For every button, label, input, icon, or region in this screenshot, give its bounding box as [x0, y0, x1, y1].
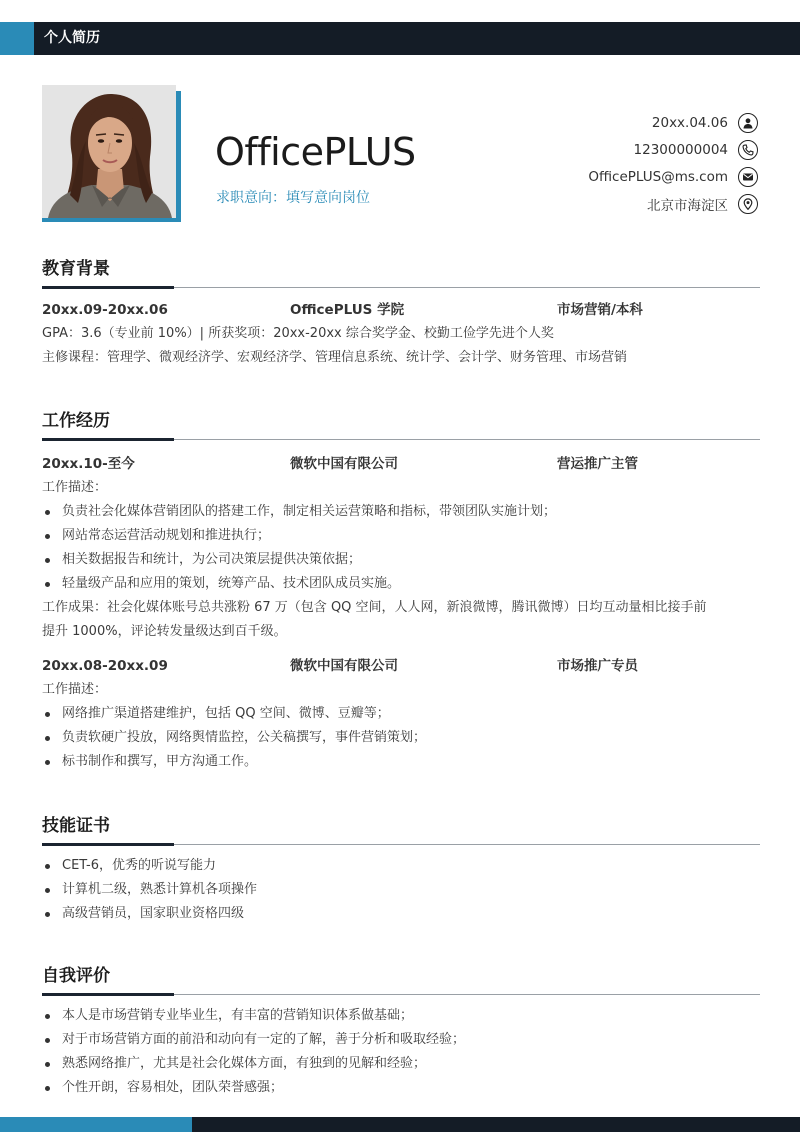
- list-item: 计算机二级，熟悉计算机各项操作: [42, 878, 760, 902]
- list-item: 对于市场营销方面的前沿和动向有一定的了解，善于分析和吸取经验；: [42, 1028, 760, 1052]
- job-duties: [42, 702, 760, 774]
- contact-phone-row: [458, 136, 758, 163]
- skills-title: 技能证书: [42, 816, 110, 836]
- location-pin-icon: [738, 194, 758, 214]
- list-item: 熟悉网络推广，尤其是社会化媒体方面，有独到的见解和经验；: [42, 1052, 760, 1076]
- job-position: 营运推广主管: [557, 456, 638, 472]
- job-entry: [42, 654, 760, 774]
- list-item: 个性开朗，容易相处，团队荣誉感强；: [42, 1076, 760, 1100]
- self-evaluation-title: 自我评价: [42, 966, 110, 986]
- job-desc-label: 工作描述：: [42, 682, 108, 697]
- profile-photo: [42, 85, 176, 218]
- phone-icon: [738, 140, 758, 160]
- section-divider: [42, 286, 760, 289]
- user-icon: [738, 113, 758, 133]
- contact-info: [458, 109, 758, 217]
- job-header: [42, 452, 760, 476]
- section-divider: [42, 438, 760, 441]
- job-desc-label: 工作描述：: [42, 480, 108, 495]
- bottom-footer-bar: [0, 1117, 800, 1132]
- job-period: 20xx.08-20xx.09: [42, 658, 168, 674]
- list-item: CET-6，优秀的听说写能力: [42, 854, 760, 878]
- education-section: [42, 258, 760, 370]
- education-title: 教育背景: [42, 259, 110, 279]
- education-entry-header: [42, 298, 760, 322]
- job-period: 20xx.10-至今: [42, 456, 135, 472]
- education-gpa: GPA：3.6（专业前 10%）| 所获奖项：20xx-20xx 综合奖学金、校勤工俭学先进个人奖: [42, 326, 554, 341]
- education-courses: 主修课程：管理学、微观经济学、宏观经济学、管理信息系统、统计学、会计学、财务管理、市场营销: [42, 350, 628, 365]
- section-divider: [42, 843, 760, 846]
- contact-location-row: [458, 190, 758, 217]
- job-result: 提升 1000%，评论转发量级达到百千级。: [42, 624, 287, 639]
- list-item: 网络推广渠道搭建维护，包括 QQ 空间、微博、豆瓣等；: [42, 702, 760, 726]
- job-intent: 求职意向：填写意向岗位: [216, 190, 370, 206]
- footer-accent-block: [0, 1117, 192, 1132]
- list-item: 标书制作和撰写，甲方沟通工作。: [42, 750, 760, 774]
- list-item: 本人是市场营销专业毕业生，有丰富的营销知识体系做基础；: [42, 1004, 760, 1028]
- phone-number: 12300000004: [633, 141, 728, 158]
- education-school: OfficePLUS 学院: [290, 302, 405, 318]
- self-evaluation-list: [42, 1004, 760, 1100]
- job-company: 微软中国有限公司: [290, 658, 398, 674]
- top-header-bar: [0, 22, 800, 55]
- contact-email-row: [458, 163, 758, 190]
- mail-icon: [738, 167, 758, 187]
- list-item: 高级营销员，国家职业资格四级: [42, 902, 760, 926]
- list-item: 相关数据报告和统计，为公司决策层提供决策依据；: [42, 548, 760, 572]
- birth-date: 20xx.04.06: [651, 114, 728, 131]
- contact-birth-row: [458, 109, 758, 136]
- header-accent-block: [0, 22, 34, 55]
- list-item: 轻量级产品和应用的策划，统筹产品、技术团队成员实施。: [42, 572, 760, 596]
- job-position: 市场推广专员: [557, 658, 638, 674]
- candidate-name: OfficePLUS: [215, 130, 416, 174]
- work-title: 工作经历: [42, 411, 110, 431]
- self-evaluation-section: [42, 965, 760, 1100]
- profile-photo-frame: [42, 85, 182, 222]
- education-period: 20xx.09-20xx.06: [42, 302, 168, 318]
- job-header: [42, 654, 760, 678]
- location: 北京市海淀区: [647, 197, 728, 214]
- job-duties: [42, 500, 760, 596]
- list-item: 负责社会化媒体营销团队的搭建工作，制定相关运营策略和指标，带领团队实施计划；: [42, 500, 760, 524]
- portrait-image: [42, 85, 176, 218]
- section-divider: [42, 993, 760, 996]
- work-section: [42, 410, 760, 774]
- job-result: 工作成果：社会化媒体账号总共涨粉 67 万（包含 QQ 空间，人人网，新浪微博，腾讯微博）日均互动量相比接手前: [42, 600, 707, 615]
- skills-section: [42, 815, 760, 926]
- list-item: 负责软硬广投放，网络舆情监控，公关稿撰写，事件营销策划；: [42, 726, 760, 750]
- skills-list: [42, 854, 760, 926]
- education-major: 市场营销/本科: [557, 302, 643, 318]
- job-company: 微软中国有限公司: [290, 456, 398, 472]
- job-entry: [42, 452, 760, 644]
- email-address: OfficePLUS@ms.com: [588, 168, 728, 185]
- resume-header-title: 个人简历: [44, 30, 100, 46]
- list-item: 网站常态运营活动规划和推进执行；: [42, 524, 760, 548]
